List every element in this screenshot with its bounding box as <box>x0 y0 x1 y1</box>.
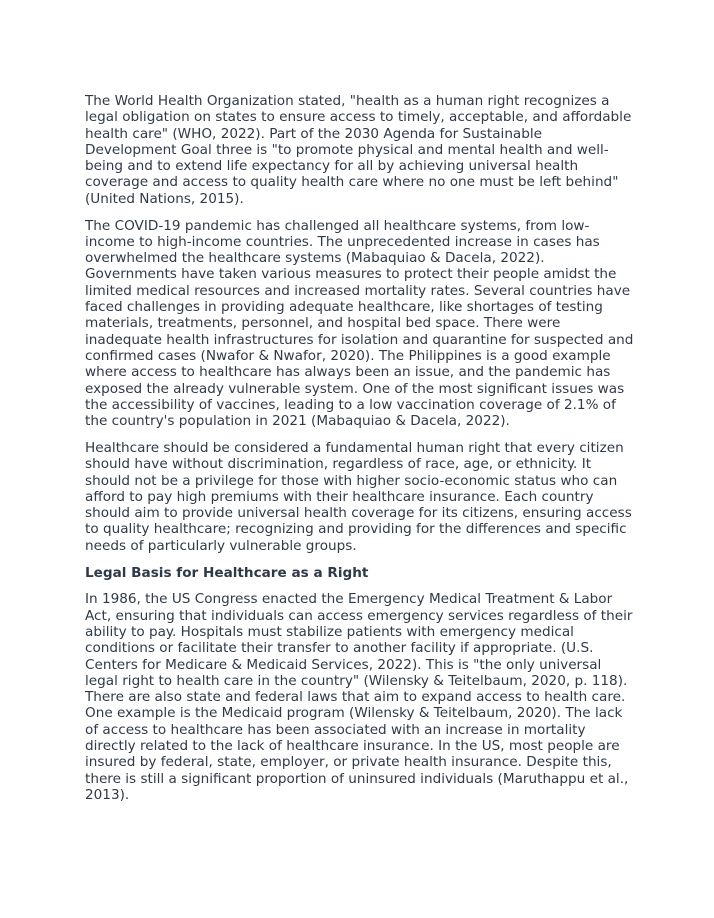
document-page <box>85 93 635 814</box>
section-heading: Legal Basis for Healthcare as a Right <box>85 564 369 581</box>
paragraph-covid-pandemic: The COVID-19 pandemic has challenged all healthcare systems, from low-income to high-income countries. The unprecedented increase in cases has overwhelmed the healthcare systems (Mabaquiao & Dacela, 2022). Governments have taken various measures to protect their people amidst the limited medical resources and increased mortality rates. Several countries have faced challenges in providing adequate healthcare, like shortages of testing materials, treatments, personnel, and hospital bed space. There were inadequate health infrastructures for isolation and quarantine for suspected and confirmed cases (Nwafor & Nwafor, 2020). The Philippines is a good example where access to healthcare has always been an issue, and the pandemic has exposed the already vulnerable system. One of the most significant issues was the accessibility of vaccines, leading to a low vaccination coverage of 2.1% of the country's population in 2021 (Mabaquiao & Dacela, 2022). <box>85 217 634 430</box>
paragraph-human-right: Healthcare should be considered a fundamental human right that every citizen should have without discrimination, regardless of race, age, or ethnicity. It should not be a privilege for those with higher socio-economic status who can afford to pay high premiums with their healthcare insurance. Each country should aim to provide universal health coverage for its citizens, ensuring access to quality healthcare; recognizing and providing for the differences and specific needs of particularly vulnerable groups. <box>85 439 632 554</box>
paragraph-who-definition: The World Health Organization stated, "health as a human right recognizes a legal obligation on states to ensure access to timely, acceptable, and affordable health care" (WHO, 2022). Part of the 2030 Agenda for Sustainable Development Goal three is "to promote physical and mental health and well-being and to extend life expectancy for all by achieving universal health coverage and access to quality health care where no one must be left behind" (United Nations, 2015). <box>85 93 632 207</box>
paragraph-legal-basis: In 1986, the US Congress enacted the Emergency Medical Treatment & Labor Act, ensuring that individuals can access emergency services regardless of their ability to pay. Hospitals must stabilize patients with emergency medical conditions or facilitate their transfer to another facility if appropriate. (U.S. Centers for Medicare & Medicaid Services, 2022). This is "the only universal legal right to health care in the country" (Wilensky & Teitelbaum, 2020, p. 118). There are also state and federal laws that aim to expand access to health care. One example is the Medicaid program (Wilensky & Teitelbaum, 2020). The lack of access to healthcare has been associated with an increase in mortality directly related to the lack of healthcare insurance. In the US, most people are insured by federal, state, employer, or private health insurance. Despite this, there is still a significant proportion of uninsured individuals (Maruthappu et al., 2013). <box>85 591 633 803</box>
